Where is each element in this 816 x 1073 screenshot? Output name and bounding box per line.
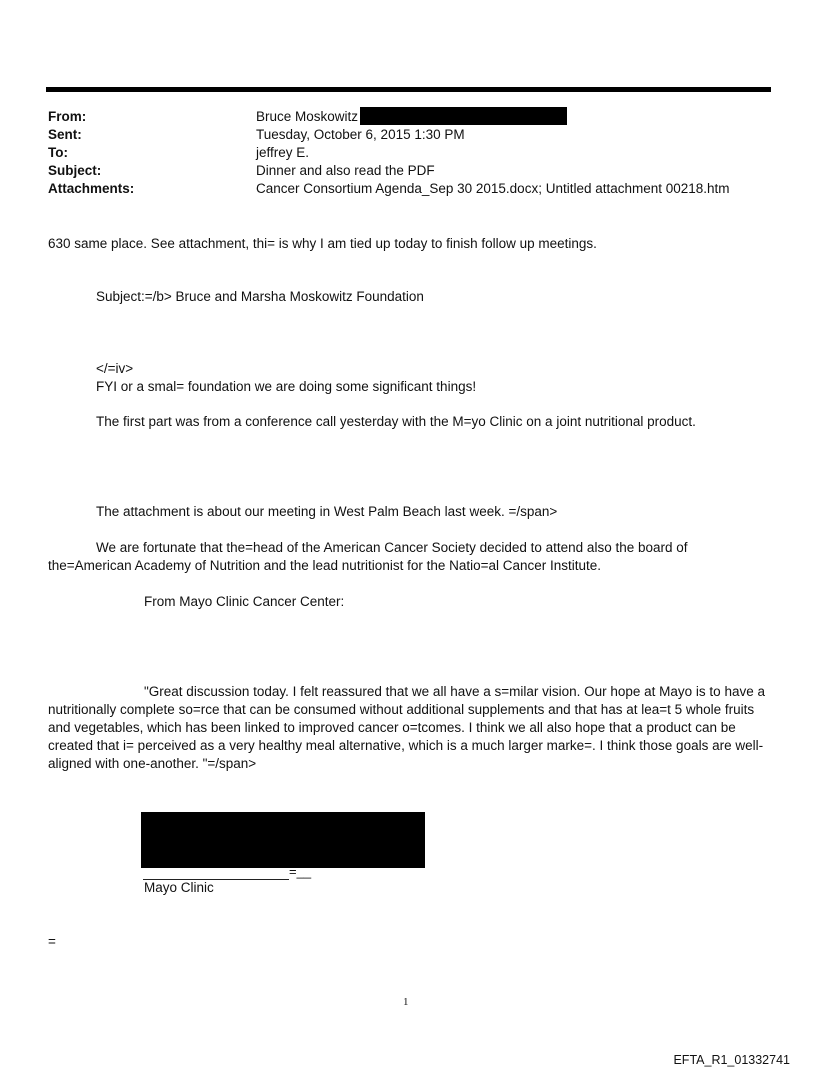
body-fortunate-2: the=American Academy of Nutrition and the lead nutritionist for the Natio=al Cancer Institute.: [48, 558, 602, 573]
body-fyi: FYI or a smal= foundation we are doing some significant things!: [96, 379, 477, 394]
body-attachment-note: The attachment is about our meeting in West Palm Beach last week. =/span>: [96, 504, 558, 519]
quote-line-2: nutritionally complete so=rce that can be consumed without additional supplements and that has at lea=t 5 whole fruits: [48, 702, 755, 717]
subject-value: Dinner and also read the PDF: [256, 163, 435, 178]
from-value: Bruce Moskowitz: [256, 109, 359, 124]
body-subject-line: Subject:=/b> Bruce and Marsha Moskowitz Foundation: [96, 289, 424, 304]
subject-label: Subject:: [48, 163, 102, 178]
to-value: jeffrey E.: [256, 145, 310, 160]
body-first-part: The first part was from a conference call yesterday with the M=yo Clinic on a joint nutritional product.: [96, 414, 696, 429]
redaction-signature: [141, 812, 425, 868]
quote-line-5: aligned with one-another. "=/span>: [48, 756, 257, 771]
quote-line-4: created that i= perceived as a very healthy meal alternative, which is a much larger marke=. I think those goals are well-: [48, 738, 764, 753]
attachments-label: Attachments:: [48, 181, 135, 196]
header-rule: [46, 87, 771, 92]
body-line-1: 630 same place. See attachment, thi= is why I am tied up today to finish follow up meetings.: [48, 236, 597, 251]
redaction-email: [360, 107, 567, 125]
attachments-value: Cancer Consortium Agenda_Sep 30 2015.docx; Untitled attachment 00218.htm: [256, 181, 730, 196]
sent-label: Sent:: [48, 127, 82, 142]
sent-value: Tuesday, October 6, 2015 1:30 PM: [256, 127, 465, 142]
page-number: 1: [403, 996, 409, 1008]
body-fortunate-1: We are fortunate that the=head of the American Cancer Society decided to attend also the board of: [96, 540, 688, 555]
quote-line-3: and vegetables, which has been linked to improved cancer o=tcomes. I think we all also hope that a product can be: [48, 720, 736, 735]
signature-tail: =__: [289, 864, 312, 879]
to-label: To:: [48, 145, 68, 160]
from-label: From:: [48, 109, 87, 124]
quote-line-1: "Great discussion today. I felt reassured that we all have a s=milar vision. Our hope at Mayo is to have a: [144, 684, 765, 699]
trailing-equals: =: [48, 934, 56, 949]
signature-org: Mayo Clinic: [144, 880, 214, 895]
body-div-tag: </=iv>: [96, 361, 134, 376]
body-from-mayo: From Mayo Clinic Cancer Center:: [144, 594, 345, 609]
document-id: EFTA_R1_01332741: [673, 1053, 790, 1067]
